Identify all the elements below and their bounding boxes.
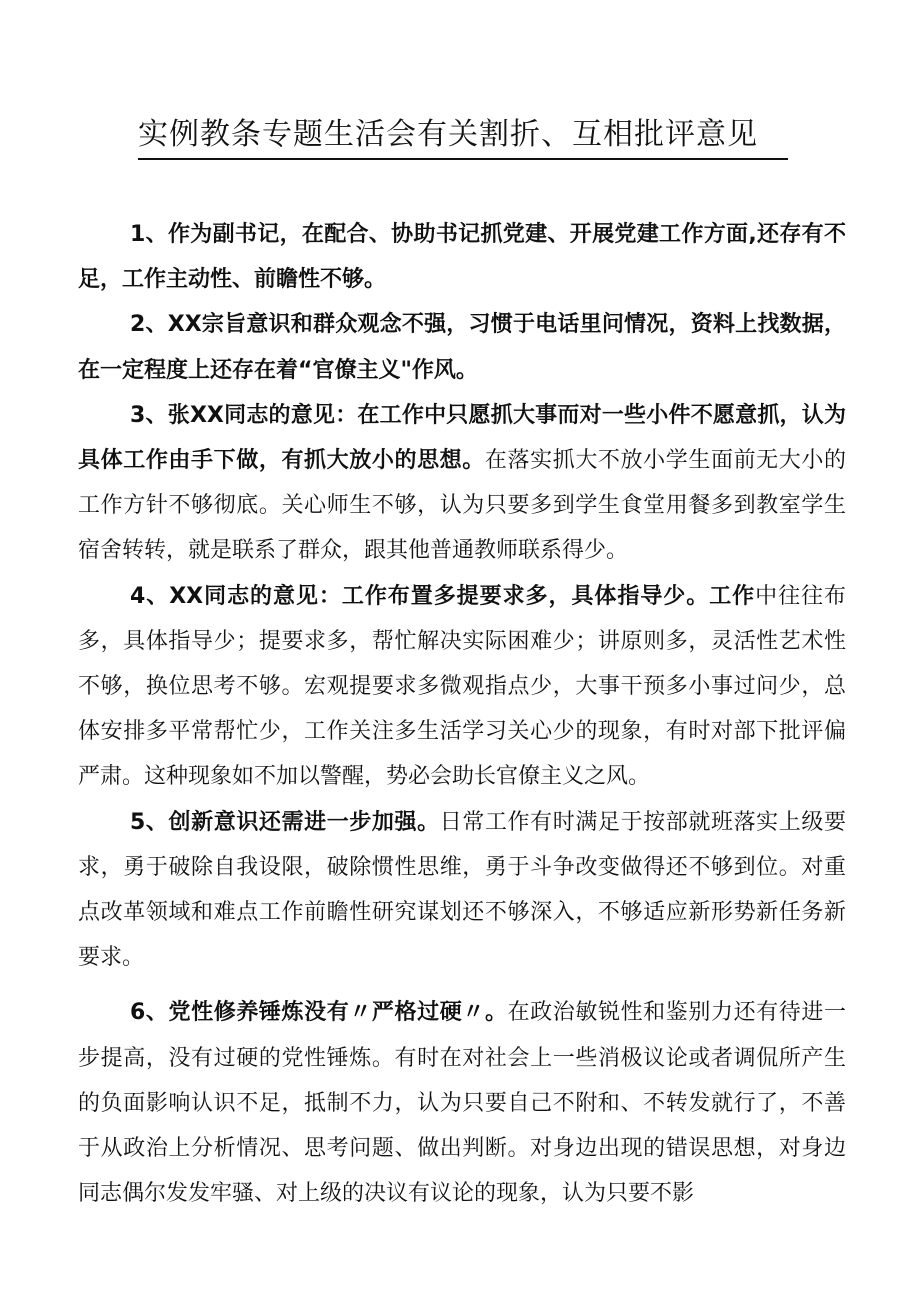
paragraph-3-bold-text: 3、张XX同志的意见：在工作中只愿抓大事而对一些小件不愿意抓，认为具体工作由手下做，有抓大放小的思想。 [78,402,846,474]
paragraph-3-normal-text: 在落实抓大不放小学生面前无大小的工作方针不够彻底。关心师生不够，认为只要多到学生食堂用餐多到教室学生宿舍转转，就是联系了群众，跟其他普通教师联系得少。 [78,448,846,564]
paragraph-3 [78,393,846,574]
paragraph-1 [78,212,846,302]
paragraph-6 [78,990,846,1216]
paragraph-6-bold-text: 6、党性修养锤炼没有〃严格过硬〃。 [130,1000,508,1026]
paragraph-5-normal-text: 日常工作有时满足于按部就班落实上级要求，勇于破除自我设限，破除惯性思维，勇于斗争改变做得还不够到位。对重点改革领域和难点工作前瞻性研究谋划还不够深入，不够适应新形势新任务新要求。 [78,809,846,971]
paragraph-1-bold-text: 1、作为副书记，在配合、协助书记抓党建、开展党建工作方面,还存有不足，工作主动性、前瞻性不够。 [78,222,846,293]
paragraph-6-normal-text: 在政治敏锐性和鉴别力还有待进一步提高，没有过硬的党性锤炼。有时在对社会上一些消极议论或者调侃所产生的负面影响认识不足，抵制不力，认为只要自己不附和、不转发就行了，不善于从政治上分析情况、思考问题、做出判断。对身边出现的错误思想，对身边同志偶尔发发牢骚、对上级的决议有议论的现象，认为只要不影 [78,1000,846,1207]
document-title: 实例教条专题生活会有关割折、互相批评意见 [138,112,788,160]
paragraph-2-bold-text: 2、XX宗旨意识和群众观念不强，习惯于电话里问情况，资料上找数据，在一定程度上还存在着“官僚主义"作风。 [78,312,846,383]
paragraph-2 [78,302,846,392]
paragraph-4-bold-text: 4、XX同志的意见：工作布置多提要求多，具体指导少。工作 [130,583,756,609]
paragraph-4 [78,574,846,800]
document-body [78,212,846,1216]
paragraph-4-normal-text: 中往往布多，具体指导少；提要求多，帮忙解决实际困难少；讲原则多，灵活性艺术性不够，换位思考不够。宏观提要求多微观指点少，大事干预多小事过问少，总体安排多平常帮忙少，工作关注多生活学习关心少的现象，有时对部下批评偏严肃。这种现象如不加以警醒，势必会助长官僚主义之风。 [78,583,846,790]
paragraph-5 [78,800,846,981]
paragraph-5-bold-text: 5、创新意识还需进一步加强。 [130,809,440,835]
